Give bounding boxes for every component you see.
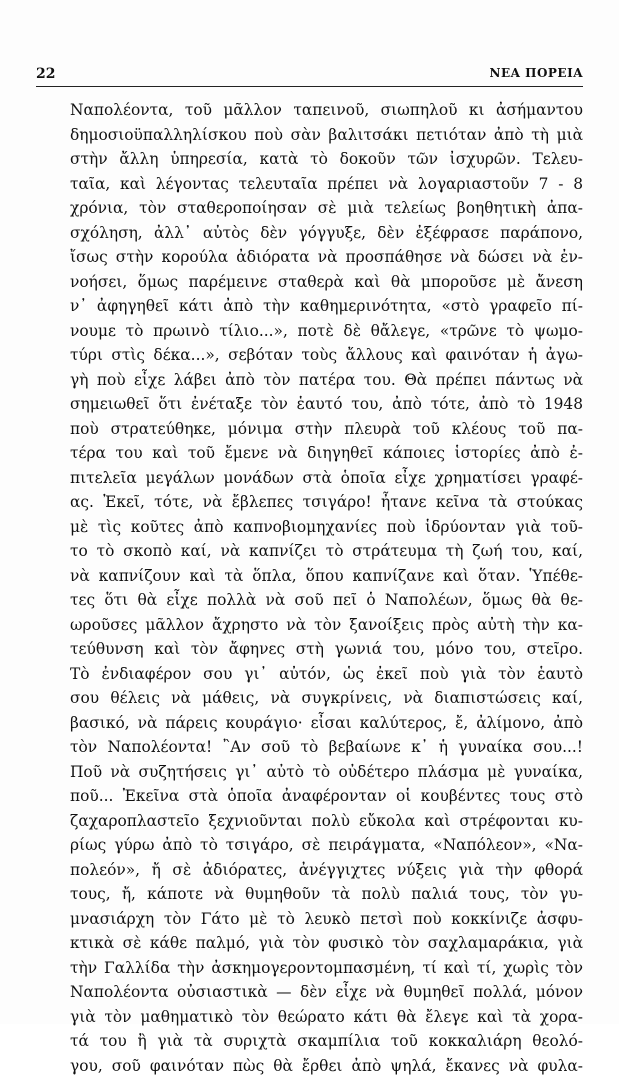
text-line: ποῦ... Ἐκεῖνα στὰ ὁποῖα ἀναφέρονταν οἱ κουβέντες τους στὸ — [70, 784, 583, 809]
text-line: νοήσει, ὅμως παρέμεινε σταθερὰ καὶ θὰ μποροῦσε μὲ ἄνεση — [70, 270, 583, 295]
text-line: τὴν Γαλλίδα τὴν ἀσκημογεροντομπασμένη, τί καὶ τί, χωρὶς τὸν — [70, 956, 583, 981]
text-line: ζαχαροπλαστεῖο ξεχνιοῦνται πολὺ εὔκολα καὶ στρέφονται κυ- — [70, 809, 583, 834]
text-line: πολεόν», ἤ σὲ ἀδιόρατες, ἀνέγγιχτες νύξεις γιὰ τὴν φθορά — [70, 858, 583, 883]
text-line: ἴσως στὴν κορούλα ἀδιόρατα νὰ προσπάθησε νὰ δώσει νὰ ἐν- — [70, 245, 583, 270]
page-number: 22 — [36, 66, 55, 82]
text-line: βασικό, νὰ πάρεις κουράγιο· εἶσαι καλύτερος, ἔ, ἀλίμονο, ἀπὸ — [70, 711, 583, 736]
body-text — [70, 98, 583, 1078]
text-line: Ναπολέοντα οὐσιαστικὰ — δὲν εἶχε νὰ θυμηθεῖ πολλά, μόνον — [70, 980, 583, 1005]
text-line: πιτελεῖα μεγάλων μονάδων στὰ ὁποῖα εἶχε χρηματίσει γραφέ- — [70, 466, 583, 491]
text-line: δημοσιοϋπαλληλίσκου ποὺ σὰν βαλιτσάκι πετιόταν ἀπὸ τὴ μιὰ — [70, 123, 583, 148]
text-line: τὸν Ναπολέοντα! ῍Αν σοῦ τὸ βεβαίωνε κ᾽ ἡ γυναίκα σου...! — [70, 735, 583, 760]
text-line: ταῖα, καὶ λέγοντας τελευταῖα πρέπει νὰ λογαριαστοῦν 7 - 8 — [70, 172, 583, 197]
text-line: τύρι στὶς δέκα...», σεβόταν τοὺς ἄλλους καὶ φαινόταν ἡ ἀγω- — [70, 343, 583, 368]
text-line: νουμε τὸ πρωινὸ τίλιο...», ποτὲ δὲ θἄλεγε, «τρῶνε τὸ ψωμο- — [70, 319, 583, 344]
text-line: ρίως γύρω ἀπὸ τὸ τσιγάρο, σὲ πειράγματα, «Ναπόλεον», «Να- — [70, 833, 583, 858]
text-line: ν᾽ ἀφηγηθεῖ κάτι ἀπὸ τὴν καθημερινότητα, «στὸ γραφεῖο πί- — [70, 294, 583, 319]
text-line: τά του ἢ γιὰ τὰ συριχτὰ σκαμπίλια τοῦ κοκκαλιάρη θεολό- — [70, 1029, 583, 1054]
text-line: τες ὅτι θὰ εἶχε πολλὰ νὰ σοῦ πεῖ ὁ Ναπολέων, ὅμως θὰ θε- — [70, 588, 583, 613]
text-line: ας. Ἐκεῖ, τότε, νὰ ἔβλεπες τσιγάρο! ἦτανε κεῖνα τὰ στούκας — [70, 490, 583, 515]
page-header — [36, 66, 583, 88]
text-line: στὴν ἄλλη ὑπηρεσία, κατὰ τὸ δοκοῦν τῶν ἰσχυρῶν. Τελευ- — [70, 147, 583, 172]
text-line: σχόληση, ἀλλ᾽ αὐτὸς δὲν γόγγυξε, δὲν ἐξέφρασε παράπονο, — [70, 221, 583, 246]
text-line: γὴ ποὺ εἶχε λάβει ἀπὸ τὸν πατέρα του. Θὰ πρέπει πάντως νὰ — [70, 368, 583, 393]
text-line: Ναπολέοντα, τοῦ μᾶλλον ταπεινοῦ, σιωπηλοῦ κι ἀσήμαντου — [70, 98, 583, 123]
text-line: τεύθυνση καὶ τὸν ἄφηνες στὴ γωνιά του, μόνο του, στεῖρο. — [70, 637, 583, 662]
text-line: το τὸ σκοπὸ καί, νὰ καπνίζει τὸ στράτευμα τὴ ζωή του, καί, — [70, 539, 583, 564]
text-line: Τὸ ἐνδιαφέρον σου γι᾽ αὐτόν, ὡς ἐκεῖ ποὺ γιὰ τὸν ἑαυτὸ — [70, 662, 583, 687]
text-line: ωροῦσες μᾶλλον ἄχρηστο νὰ τὸν ξανοίξεις πρὸς αὐτὴ τὴν κα- — [70, 613, 583, 638]
text-line: ποὺ στρατεύθηκε, μόνιμα στὴν πλευρὰ τοῦ κλέους τοῦ πα- — [70, 417, 583, 442]
header-rule — [36, 86, 583, 87]
text-line: νὰ καπνίζουν καὶ τὰ ὅπλα, ὅπου καπνίζανε καὶ ὅταν. Ὑπέθε- — [70, 564, 583, 589]
text-line: Ποῦ νὰ συζητήσεις γι᾽ αὐτὸ τὸ οὐδέτερο πλάσμα μὲ γυναίκα, — [70, 760, 583, 785]
text-line: γιὰ τὸν μαθηματικὸ τὸν θεώρατο κάτι θὰ ἔλεγε καὶ τὰ χορα- — [70, 1005, 583, 1030]
text-line: γου, σοῦ φαινόταν πὼς θὰ ἔρθει ἀπὸ ψηλά, ἔκανες νὰ φυλα- — [70, 1054, 583, 1078]
text-line: σου θέλεις νὰ μάθεις, νὰ συγκρίνεις, νὰ διαπιστώσεις καί, — [70, 686, 583, 711]
running-title: ΝΕΑ ΠΟΡΕΙΑ — [490, 66, 583, 80]
text-line: τους, ἤ, κάποτε νὰ θυμηθοῦν τὰ πολὺ παλιά τους, τὸν γυ- — [70, 882, 583, 907]
text-line: μνασιάρχη τὸν Γάτο μὲ τὸ λευκὸ πετσὶ ποὺ κοκκίνιζε ἀσφυ- — [70, 907, 583, 932]
text-line: κτικὰ σὲ κάθε παλμό, γιὰ τὸν φυσικὸ τὸν σαχλαμαράκια, γιὰ — [70, 931, 583, 956]
text-line: μὲ τὶς κοῦτες ἀπὸ καπνοβιομηχανίες ποὺ ἱδρύονταν γιὰ τοῦ- — [70, 515, 583, 540]
text-line: σημειωθεῖ ὅτι ἐνέταξε τὸν ἑαυτό του, ἀπὸ τότε, ἀπὸ τὸ 1948 — [70, 392, 583, 417]
text-line: τέρα του καὶ τοῦ ἔμενε νὰ διηγηθεῖ κάποιες ἱστορίες ἀπὸ ἐ- — [70, 441, 583, 466]
text-line: χρόνια, τὸν σταθεροποίησαν σὲ μιὰ τελείως βοηθητικὴ ἀπα- — [70, 196, 583, 221]
